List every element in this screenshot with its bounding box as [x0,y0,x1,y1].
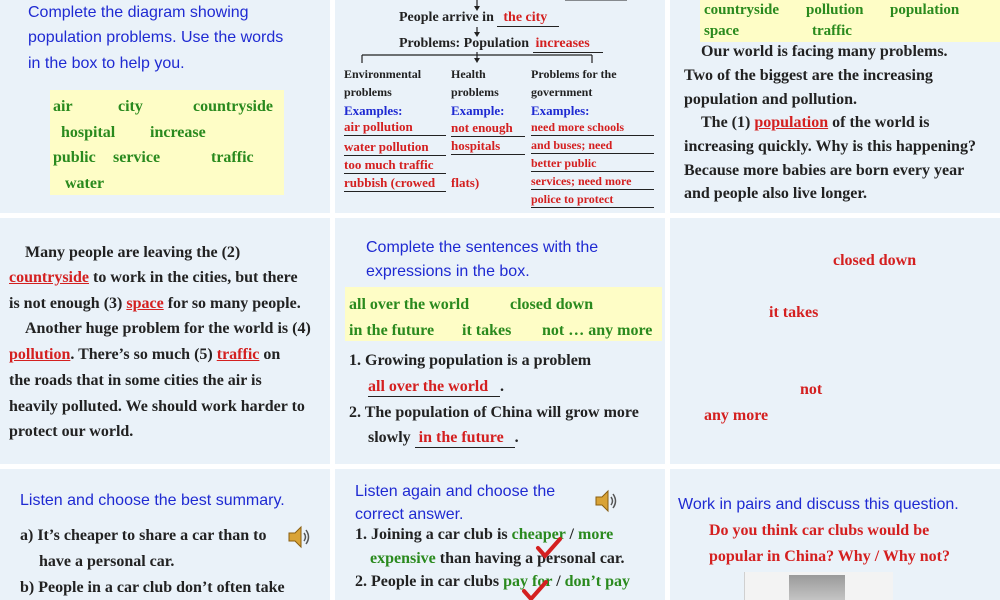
instruction-line: Complete the sentences with the [366,239,599,256]
word: countryside [193,98,273,115]
answer-3: space [126,295,164,312]
panel-listen-summary [0,469,330,600]
text-line: Many people are leaving the (2) [25,244,241,261]
word: countryside [704,2,779,18]
expression: all over the world [349,296,470,313]
punct: . [500,378,504,395]
col3-answer: police to protect [531,192,654,208]
col3-title: government [531,85,593,99]
panel-listen-again [335,469,665,600]
instruction-line: correct answer. [355,506,464,523]
answer: any more [704,407,769,424]
answer-blank [415,429,515,448]
text-line: Another huge problem for the world is (4) [25,320,311,337]
text-fragment: for so many people. [167,295,301,312]
word: service [113,149,161,166]
question-line: popular in China? Why / Why not? [709,548,950,565]
panel-diagram [335,0,665,213]
instruction-line: Complete the diagram showing [28,4,249,21]
col2-answer: flats) [451,175,480,190]
panel-discussion [670,469,1000,600]
arrive-text: People arrive in [399,10,494,25]
answer-5: traffic [216,346,260,363]
option-cheaper[interactable]: cheaper [511,526,566,543]
arrive-answer: the city [503,10,548,25]
text-fragment: on [263,346,281,363]
text-line: Because more babies are born every year [684,162,965,179]
text-fragment: 2. People in car clubs [355,573,500,590]
text-fragment: is not enough (3) [9,295,123,312]
panel-answers [670,218,1000,464]
question-2 [355,573,630,591]
word: space [704,23,739,39]
check-icon [535,536,563,560]
problems-blank [533,36,603,53]
photo [744,572,893,600]
slash: / [556,573,561,590]
col1-title: Environmental [344,67,422,81]
text-line: increasing quickly. Why is this happening? [684,138,976,155]
text-line: protect our world. [9,423,134,440]
text-fragment: . There’s so much (5) [70,346,213,363]
col2-answer: hospitals [451,138,525,155]
col2-answer: not enough [451,120,525,137]
option-pay-for[interactable]: pay for [503,573,553,590]
text-line: and people also live longer. [684,185,867,202]
speaker-icon[interactable] [286,524,312,550]
question-1 [355,526,613,544]
word-box [700,0,1000,42]
arrive-label [399,10,559,27]
col3-title: Problems for the [531,67,617,81]
answer-4: pollution [9,346,71,363]
word: increase [150,124,206,141]
answer-blank [368,378,500,397]
panel-reading-2 [0,218,330,464]
instruction-line: Listen again and choose the [355,483,556,500]
answer-2: countryside [9,269,89,286]
col1-answer: water pollution [344,139,446,156]
text-line: the roads that in some cities the air is [9,372,262,389]
word: population [890,2,960,18]
word: traffic [812,23,852,39]
sentence-1: 1. Growing population is a problem [349,352,592,369]
check-icon [521,579,549,600]
expression: not … any more [542,322,653,339]
col3-answer: need more schools [531,120,654,136]
slash: / [569,526,574,543]
instruction-line: expressions in the box. [366,263,530,280]
photo-object [789,575,845,600]
sentence-2: 2. The population of China will grow more [349,404,639,421]
answer: not [800,381,823,398]
col1-title: problems [344,85,392,99]
text-line: Our world is facing many problems. [701,43,948,60]
question-line: Do you think car clubs would be [709,522,930,539]
problems-answer: increases [535,36,590,51]
expression: closed down [510,296,594,313]
col1-answer: air pollution [344,119,446,136]
word: air [53,98,73,115]
expression-box [345,287,662,341]
text-fragment: The (1) [701,114,751,131]
word: water [65,175,105,192]
answer: in the future [418,429,504,446]
text-fragment: slowly [368,429,411,446]
sentence-1-answer-line [368,378,504,397]
instruction-line: population problems. Use the words [28,29,284,46]
instruction: Work in pairs and discuss this question. [678,496,959,513]
option-more[interactable]: more [578,526,614,543]
word: public [53,149,96,166]
expression: in the future [349,322,435,339]
option-a: have a personal car. [39,553,175,570]
instruction: Listen and choose the best summary. [20,492,285,509]
answer: all over the world [368,378,489,395]
text-fragment: 1. Joining a car club is [355,526,508,543]
text-line: Two of the biggest are the increasing [684,67,933,84]
col2-examples: Example: [451,103,505,118]
instruction-line: in the box to help you. [28,55,185,72]
text-line: population and pollution. [684,91,857,108]
text-line [701,114,929,132]
answer: closed down [833,252,917,269]
col3-answer: services; need more [531,174,654,190]
word: pollution [806,2,864,18]
question-1-cont [370,550,625,568]
punct: . [514,429,519,446]
option-expensive[interactable]: expensive [370,550,436,567]
text-line: heavily polluted. We should work harder to [9,398,305,415]
col2-title: problems [451,85,499,99]
text-fragment: than having a personal car. [439,550,625,567]
col1-examples: Examples: [344,103,403,118]
word: traffic [211,149,254,166]
expression: it takes [462,322,512,339]
col1-answer: rubbish (crowed [344,175,446,192]
arrive-blank [497,10,559,27]
text-fragment: of the world is [832,114,930,131]
text-fragment: to work in the cities, but there [93,269,298,286]
word-box [50,90,284,195]
panel-reading-1 [670,0,1000,213]
answer: it takes [769,304,819,321]
text-line [9,269,298,287]
problems-label [399,36,603,53]
col2-title: Health [451,67,486,81]
col3-examples: Examples: [531,103,590,118]
speaker-icon[interactable] [593,488,619,514]
word: hospital [61,124,116,141]
problems-text: Problems: Population [399,36,530,51]
col3-answer: better public [531,156,654,172]
option-b: b) People in a car club don’t often take [20,579,285,596]
panel-complete-sentences [335,218,665,464]
option-a: a) It’s cheaper to share a car than to [20,527,267,544]
answer-1: population [754,114,829,131]
text-line [9,346,280,364]
col3-answer: and buses; need [531,138,654,154]
word: city [118,98,143,115]
col1-answer: too much traffic [344,157,446,174]
sentence-2-answer-line [368,429,519,448]
panel-diagram-instructions [0,0,330,213]
text-line [9,295,301,313]
option-dont-pay[interactable]: don’t pay [564,573,631,590]
